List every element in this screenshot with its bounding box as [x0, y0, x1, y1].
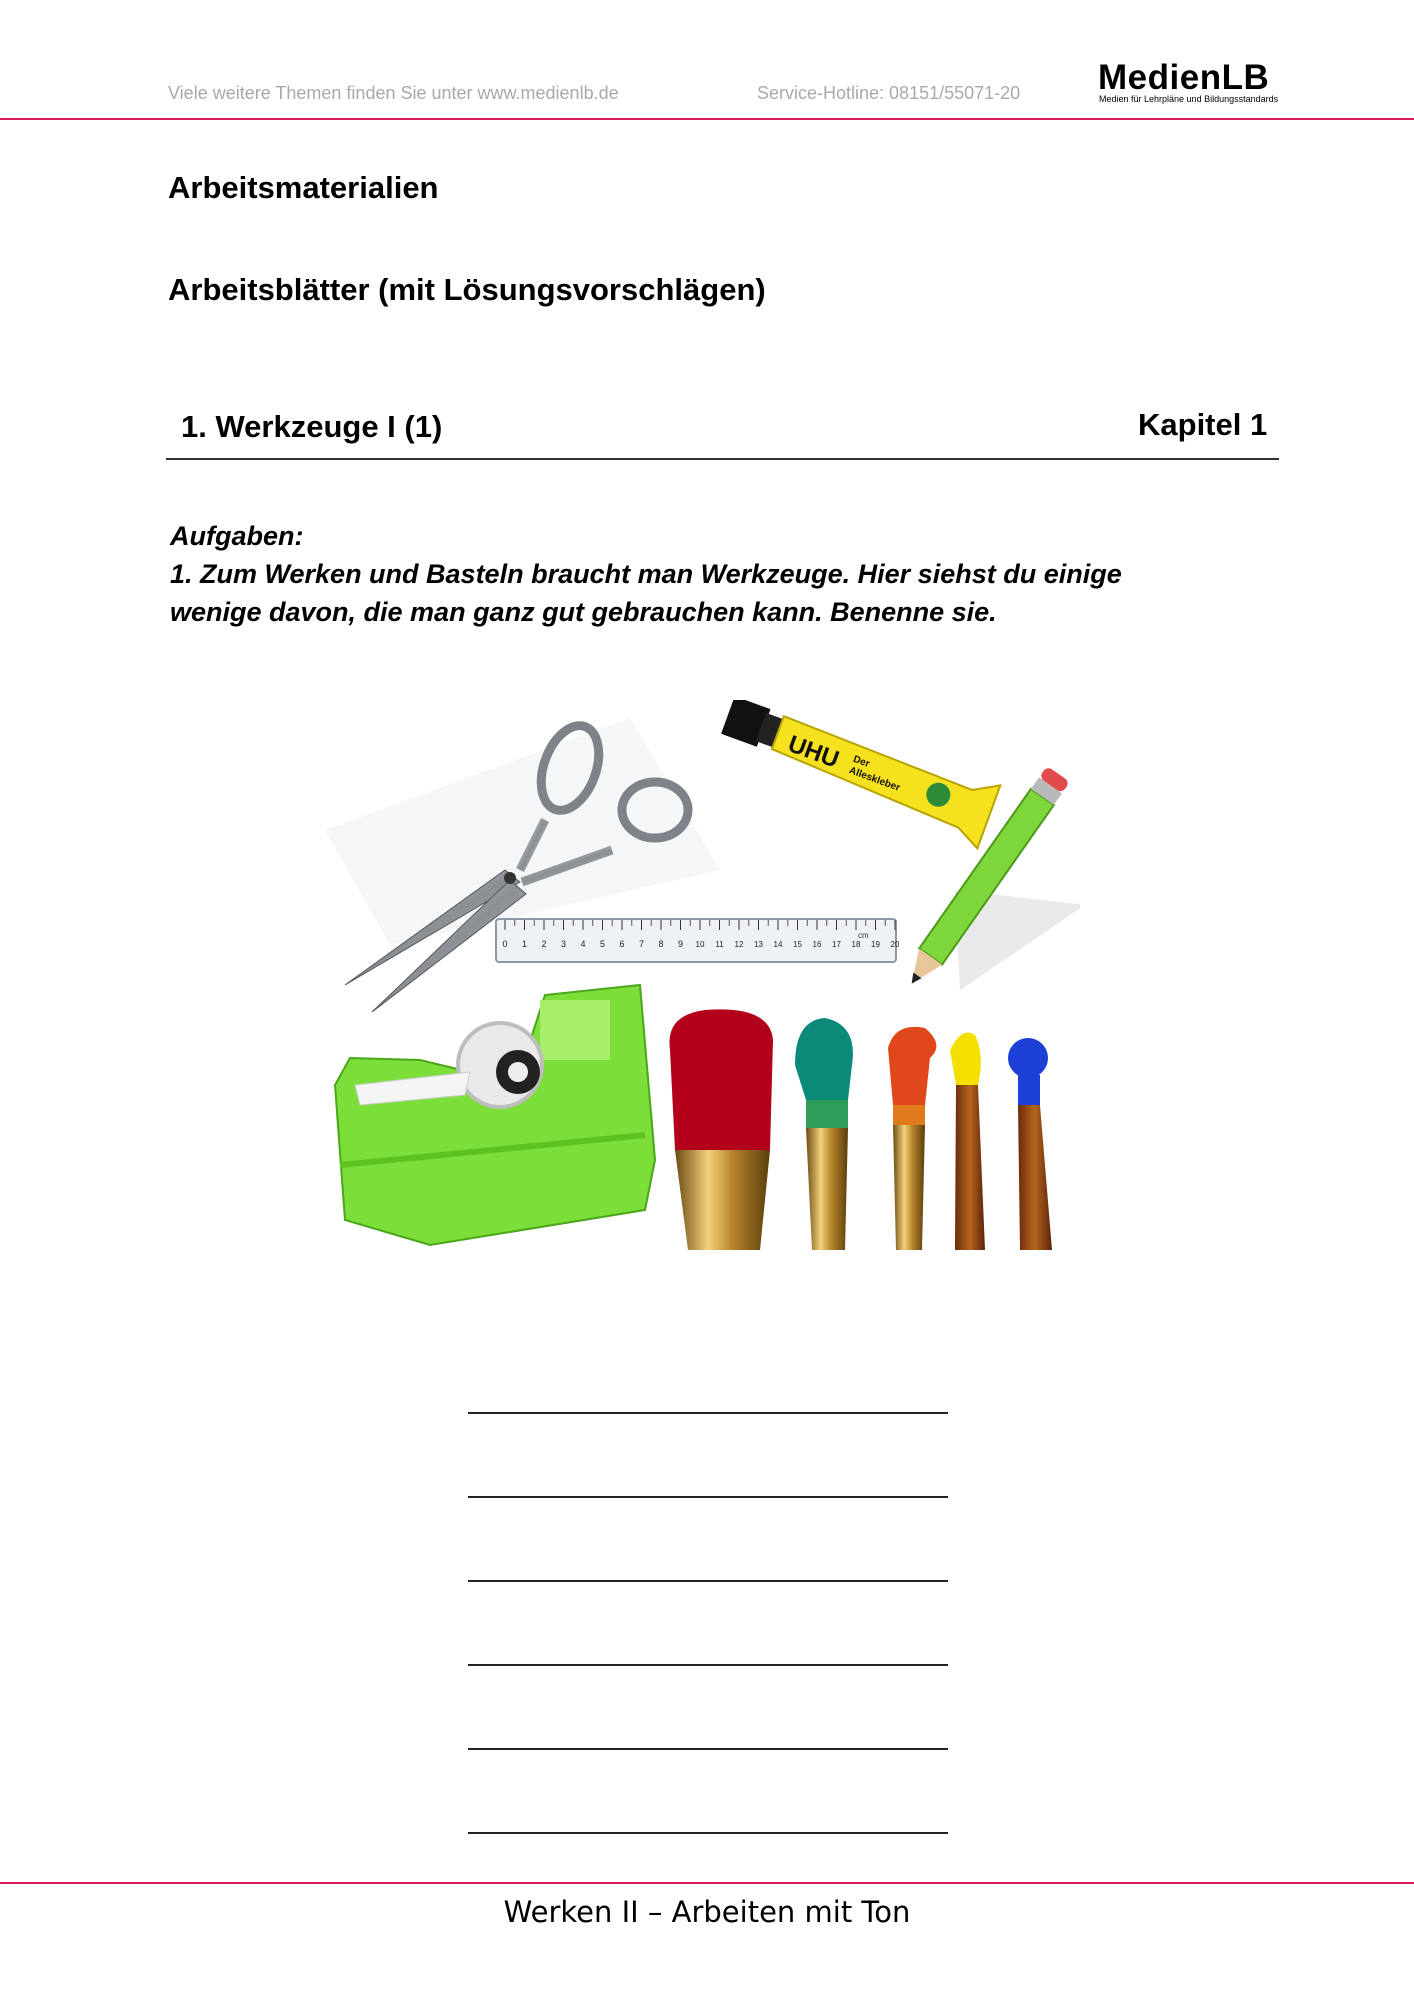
answer-line[interactable] [468, 1412, 948, 1414]
ruler-number: 15 [793, 940, 802, 949]
footer-divider [0, 1882, 1414, 1884]
footer-title: Werken II – Arbeiten mit Ton [503, 1895, 911, 1929]
ruler-number: 0 [502, 939, 508, 949]
website-link-text[interactable]: Viele weitere Themen finden Sie unter www.medienlb.de [168, 83, 619, 103]
ruler-number: 2 [541, 939, 547, 949]
ruler-number: 18 [851, 940, 861, 949]
ruler-unit: cm [858, 931, 869, 940]
chapter-title: 1. Werkzeuge I (1) [181, 409, 443, 444]
medienlb-logo: MedienLB [1098, 58, 1270, 97]
ruler-number: 20 [890, 940, 900, 949]
ruler-number: 13 [754, 940, 763, 949]
task-line-2: wenige davon, die man ganz gut gebrauchen kann. Benenne sie. [170, 597, 997, 627]
ruler-number: 14 [773, 940, 783, 949]
chapter-divider [166, 458, 1279, 460]
paintbrushes-icon [669, 1009, 1052, 1250]
ruler-number: 19 [871, 940, 880, 949]
paintbrush-orange [888, 1027, 936, 1250]
paintbrush-blue [1008, 1038, 1052, 1250]
paintbrush-teal [795, 1018, 853, 1250]
answer-line[interactable] [468, 1832, 948, 1834]
ruler-icon [496, 919, 900, 962]
ruler-number: 6 [619, 939, 625, 949]
paintbrush-yellow [950, 1033, 985, 1250]
ruler-number: 3 [560, 939, 567, 949]
answer-line[interactable] [468, 1496, 948, 1498]
task-block [170, 517, 1270, 631]
tools-illustration [320, 700, 1080, 1260]
ruler-number: 17 [832, 940, 841, 949]
ruler-number: 12 [734, 940, 744, 949]
glue-sub-label-1: Der [851, 753, 871, 770]
answer-line[interactable] [468, 1748, 948, 1750]
glue-tube-icon [714, 700, 1000, 848]
answer-line[interactable] [468, 1664, 948, 1666]
glue-sub-label-2: Alleskleber [847, 765, 902, 794]
section-title: Arbeitsmaterialien [168, 170, 439, 205]
glue-brand-label: UHU [784, 730, 843, 774]
logo-tagline: Medien für Lehrpläne und Bildungsstandards [1099, 94, 1279, 104]
header-divider [0, 118, 1414, 120]
ruler-number: 10 [695, 940, 705, 949]
scissors-icon [325, 718, 720, 1012]
ruler-number: 1 [521, 939, 528, 949]
paintbrush-red [669, 1009, 773, 1250]
task-heading: Aufgaben: [170, 521, 304, 551]
service-hotline-text: Service-Hotline: 08151/55071-20 [757, 83, 1021, 103]
ruler-number: 9 [677, 939, 684, 949]
ruler-number: 4 [580, 939, 586, 949]
ruler-number: 8 [658, 939, 664, 949]
ruler-number: 5 [599, 939, 606, 949]
tape-dispenser-icon [335, 985, 655, 1245]
chapter-label: Kapitel 1 [1138, 407, 1268, 442]
ruler-number: 11 [715, 940, 724, 949]
subtitle: Arbeitsblätter (mit Lösungsvorschlägen) [168, 272, 766, 307]
task-line-1: 1. Zum Werken und Basteln braucht man Werkzeuge. Hier siehst du einige [170, 559, 1122, 589]
ruler-number: 16 [812, 940, 822, 949]
ruler-number: 7 [638, 939, 645, 949]
answer-line[interactable] [468, 1580, 948, 1582]
